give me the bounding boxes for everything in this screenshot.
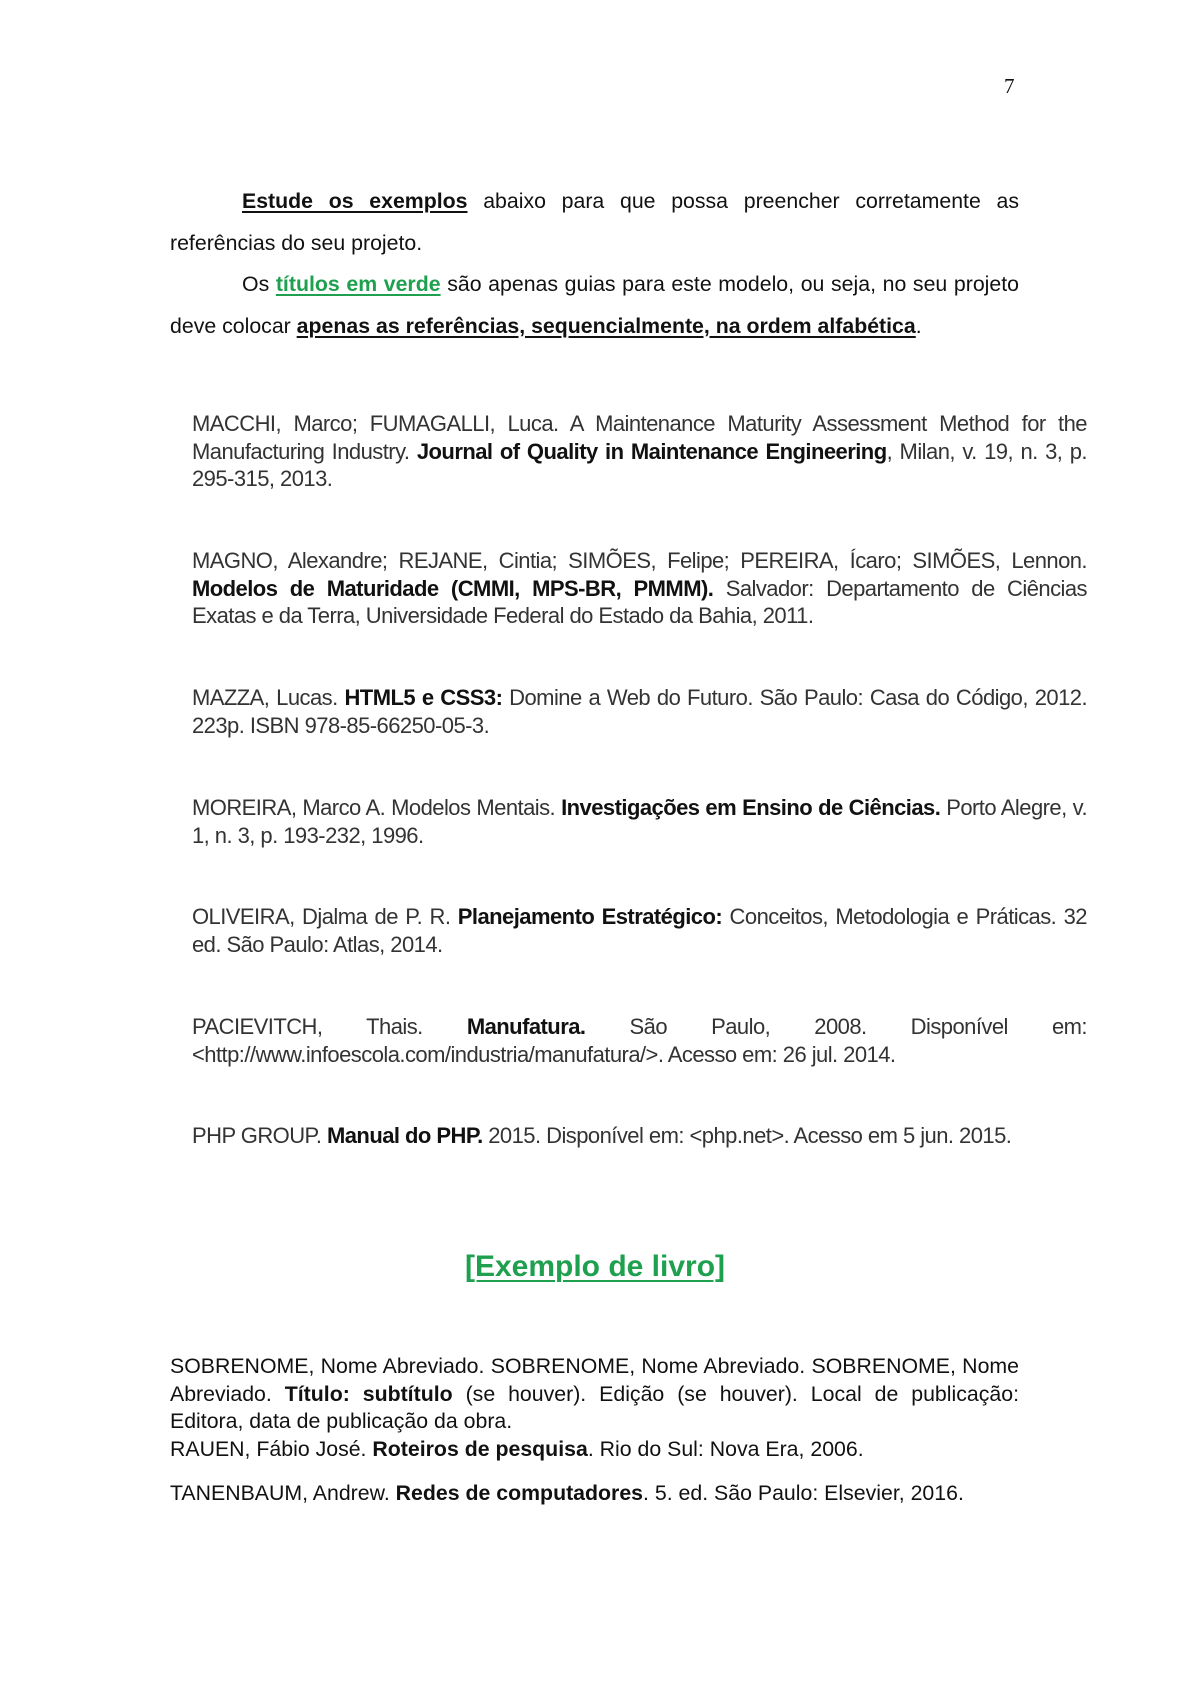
intro-p2-middle: são apenas guias para este modelo, ou seja, no seu projeto deve colocar: [170, 272, 1019, 338]
book-example-heading: [0, 1250, 1190, 1284]
green-titles-emphasis: títulos em verde: [275, 272, 441, 296]
intro-paragraph-1-text: abaixo para que possa preencher corretamente as referências do seu projeto.: [170, 189, 1019, 255]
study-examples-emphasis: Estude os exemplos: [242, 189, 468, 213]
reference-entry: PACIEVITCH, Thais. Manufatura. São Paulo, 2008. Disponível em: <http://www.infoescola.com/industria/manufatura/>. Acesso em: 26 jul. 2014.: [192, 1014, 1087, 1067]
reference-entry: MAGNO, Alexandre; REJANE, Cintia; SIMÕES, Felipe; PEREIRA, Ícaro; SIMÕES, Lennon. Modelos de Maturidade (CMMI, MPS-BR, PMMM). Salvador: Departamento de Ciências Exatas e da Terra, Universidade Federal do Estado da Bahia, 2011.: [192, 548, 1087, 628]
reference-entry: MAZZA, Lucas. HTML5 e CSS3: Domine a Web do Futuro. São Paulo: Casa do Código, 2012. 223p. ISBN 978-85-66250-05-3.: [192, 685, 1088, 738]
intro-text: [170, 181, 1019, 347]
book-reference-template: SOBRENOME, Nome Abreviado. SOBRENOME, Nome Abreviado. SOBRENOME, Nome Abreviado. Título: subtítulo (se houver). Edição (se houver). Local de publicação: Editora, data de publicação da obra.: [170, 1354, 1019, 1433]
page-number: 7: [1004, 74, 1015, 98]
reference-entry: PHP GROUP. Manual do PHP. 2015. Disponível em: <php.net>. Acesso em 5 jun. 2015.: [192, 1123, 1012, 1148]
intro-paragraph-2: [170, 264, 1019, 347]
intro-p2-start: Os: [242, 272, 276, 296]
reference-entry: MACCHI, Marco; FUMAGALLI, Luca. A Maintenance Maturity Assessment Method for the Manufacturing Industry. Journal of Quality in Maintenance Engineering, Milan, v. 19, n. 3, p. 295-315, 2013.: [192, 411, 1087, 491]
alphabetical-order-emphasis: apenas as referências, sequencialmente, na ordem alfabética: [296, 313, 916, 338]
reference-entry: MOREIRA, Marco A. Modelos Mentais. Investigações em Ensino de Ciências. Porto Alegre, v. 1, n. 3, p. 193-232, 1996.: [192, 795, 1088, 848]
book-reference-entry: TANENBAUM, Andrew. Redes de computadores. 5. ed. São Paulo: Elsevier, 2016.: [170, 1481, 964, 1505]
intro-paragraph-1: [170, 181, 1019, 264]
book-reference-entry: RAUEN, Fábio José. Roteiros de pesquisa. Rio do Sul: Nova Era, 2006.: [170, 1437, 864, 1461]
intro-p2-end: .: [915, 313, 922, 338]
book-example-heading-text: [Exemplo de livro]: [464, 1250, 726, 1283]
reference-entry: OLIVEIRA, Djalma de P. R. Planejamento Estratégico: Conceitos, Metodologia e Práticas. 32 ed. São Paulo: Atlas, 2014.: [192, 904, 1087, 957]
